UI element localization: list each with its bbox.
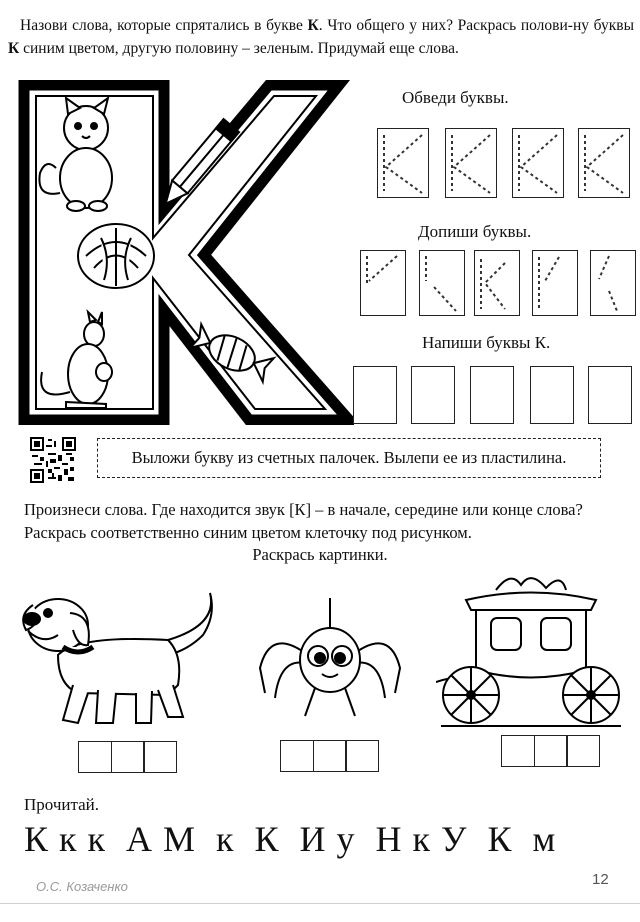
read-label: Прочитай. — [24, 795, 100, 814]
intro-paragraph — [8, 14, 634, 60]
author: О.С. Козаченко — [36, 879, 128, 894]
complete-box[interactable] — [590, 250, 636, 316]
complete-box[interactable] — [532, 250, 578, 316]
trace-box[interactable] — [512, 128, 564, 198]
footer-divider — [0, 903, 640, 904]
spider-icon — [250, 598, 410, 720]
sound-cells-carriage[interactable] — [503, 735, 600, 767]
sound-task: Произнеси слова. Где находится звук [К] – в начале, середине или конце слова? Раскрась соответственно синим цветом клеточку под рисунком. — [24, 500, 583, 542]
write-box[interactable] — [530, 366, 574, 424]
complete-box[interactable] — [419, 250, 465, 316]
complete-title: Допиши буквы. — [418, 222, 532, 241]
intro-text-1: Назови слова, которые спрятались в букве — [20, 17, 308, 34]
write-box[interactable] — [353, 366, 397, 424]
write-box[interactable] — [588, 366, 632, 424]
complete-box[interactable] — [360, 250, 406, 316]
intro-text-2: . Что общего у них? Раскрась полови-ну буквы — [318, 17, 634, 34]
task-note: Выложи букву из счетных палочек. Вылепи ее из пластилина. — [97, 438, 601, 478]
cabbage-icon — [78, 224, 154, 288]
trace-box[interactable] — [445, 128, 497, 198]
write-box[interactable] — [470, 366, 514, 424]
carriage-icon — [436, 570, 626, 730]
trace-box[interactable] — [377, 128, 429, 198]
dog-icon — [18, 585, 218, 730]
qr-code-icon[interactable] — [30, 437, 76, 483]
sound-cells-spider[interactable] — [282, 740, 379, 772]
trace-box[interactable] — [578, 128, 630, 198]
read-letters: К к к А М к К И у Н к У К м — [24, 819, 557, 859]
intro-letter-2: К — [8, 40, 20, 57]
sound-cells-dog[interactable] — [80, 741, 177, 773]
intro-letter-1: К — [307, 17, 319, 34]
write-title: Напиши буквы К. — [422, 333, 551, 352]
intro-text-3: синим цветом, другую половину – зеленым. Придумай еще слова. — [19, 40, 459, 57]
write-box[interactable] — [411, 366, 455, 424]
big-letter-k — [14, 80, 354, 425]
complete-box[interactable] — [474, 250, 520, 316]
color-task: Раскрась картинки. — [252, 545, 388, 564]
trace-title: Обведи буквы. — [402, 88, 509, 107]
page-number: 12 — [592, 871, 609, 888]
